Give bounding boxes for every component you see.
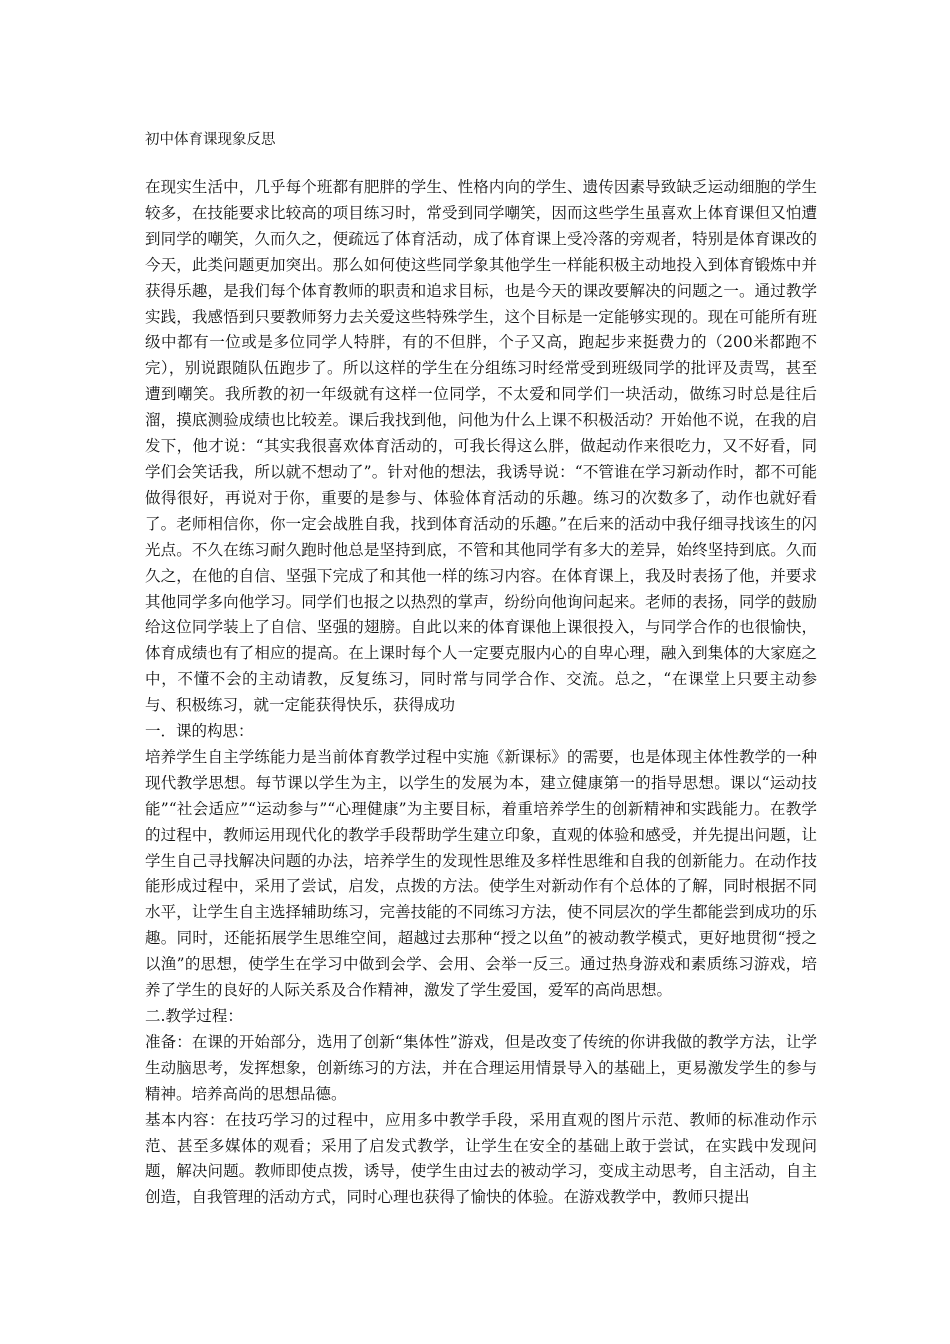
paragraph-preparation: 准备：在课的开始部分，选用了创新“集体性”游戏，但是改变了传统的你讲我做的教学方法，让学生动脑思考，发挥想象，创新练习的方法，并在合理运用情景导入的基础上，更易激发学生的参与精神。培养高尚的思想品德。 xyxy=(145,1032,817,1103)
paragraph-reflection: 在现实生活中，几乎每个班都有肥胖的学生、性格内向的学生、遗传因素导致缺乏运动细胞的学生较多，在技能要求比较高的项目练习时，常受到同学嘲笑，因而这些学生虽喜欢上体育课但又怕遭到同学的嘲笑，久而久之，便疏远了体育活动，成了体育课上受冷落的旁观者，特别是体育课改的今天，此类问题更加突出。那么如何使这些同学象其他学生一样能积极主动地投入到体育锻炼中并获得乐趣，是我们每个体育教师的职责和追求目标，也是今天的课改要解决的问题之一。通过教学实践，我感悟到只要教师努力去关爱这些特殊学生，这个目标是一定能够实现的。现在可能所有班级中都有一位或是多位同学人特胖，有的不但胖，个子又高，跑起步来挺费力的（200米都跑不完），别说跟随队伍跑步了。所以这样的学生在分组练习时经常受到班级同学的批评及责骂，甚至遭到嘲笑。我所教的初一年级就有这样一位同学，不太爱和同学们一块活动，做练习时总是往后溜，摸底测验成绩也比较差。课后我找到他，问他为什么上课不积极活动？开始他不说，在我的启发下，他才说：“其实我很喜欢体育活动的，可我长得这么胖，做起动作来很吃力，又不好看，同学们会笑话我，所以就不想动了”。针对他的想法，我诱导说：“不管谁在学习新动作时，都不可能做得很好，再说对于你，重要的是参与、体验体育活动的乐趣。练习的次数多了，动作也就好看了。老师相信你，你一定会战胜自我，找到体育活动的乐趣。”在后来的活动中我仔细寻找该生的闪光点。不久在练习耐久跑时他总是坚持到底，不管和其他同学有多大的差异，始终坚持到底。久而久之，在他的自信、坚强下完成了和其他一样的练习内容。在体育课上，我及时表扬了他，并要求其他同学多向他学习。同学们也报之以热烈的掌声，纷纷向他询问起来。老师的表扬，同学的鼓励给这位同学装上了自信、坚强的翅膀。自此以来的体育课他上课很投入，与同学合作的也很愉快，体育成绩也有了相应的提高。在上课时每个人一定要克服内心的自卑心理，融入到集体的大家庭之中，不懂不会的主动请教，反复练习，同时常与同学合作、交流。总之，“在课堂上只要主动参与、积极练习，就一定能获得快乐，获得成功 xyxy=(145,178,817,715)
paragraph-basic-content: 基本内容：在技巧学习的过程中，应用多中教学手段，采用直观的图片示范、教师的标准动作示范、甚至多媒体的观看；采用了启发式教学，让学生在安全的基础上敢于尝试，在实践中发现问题，解决问题。教师即使点拨，诱导，使学生由过去的被动学习，变成主动思考，自主活动，自主创造，自我管理的活动方式，同时心理也获得了愉快的体验。在游戏教学中，教师只提出 xyxy=(145,1110,817,1207)
paragraph-design: 培养学生自主学练能力是当前体育教学过程中实施《新课标》的需要，也是体现主体性教学的一种现代教学思想。每节课以学生为主，以学生的发展为本，建立健康第一的指导思想。课以“运动技能”“社会适应”“运动参与”“心理健康”为主要目标，着重培养学生的创新精神和实践能力。在教学的过程中，教师运用现代化的教学手段帮助学生建立印象，直观的体验和感受，并先提出问题，让学生自己寻找解决问题的办法，培养学生的发现性思维及多样性思维和自我的创新能力。在动作技能形成过程中，采用了尝试，启发，点拨的方法。使学生对新动作有个总体的了解，同时根据不同水平，让学生自主选择辅助练习，完善技能的不同练习方法，使不同层次的学生都能尝到成功的乐趣。同时，还能拓展学生思维空间，超越过去那种“授之以鱼”的被动教学模式，更好地贯彻“授之以渔”的思想，使学生在学习中做到会学、会用、会举一反三。通过热身游戏和素质练习游戏，培养了学生的良好的人际关系及合作精神，激发了学生爱国，爱军的高尚思想。 xyxy=(145,747,817,1000)
section-heading-process: 二.教学过程： xyxy=(145,1007,243,1025)
document-title: 初中体育课现象反思 xyxy=(145,132,276,148)
section-heading-design: 一．课的构思： xyxy=(145,722,254,741)
document-body xyxy=(145,175,817,1211)
